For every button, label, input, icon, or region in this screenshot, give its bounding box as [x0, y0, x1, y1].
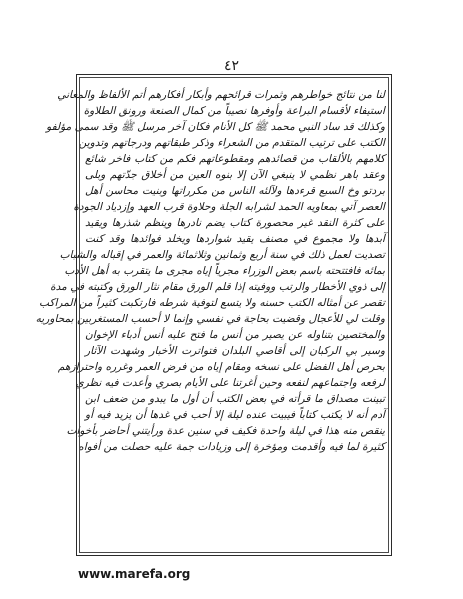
- text-line: وكذلك قد ساد النبي محمد ﷺ كل الأنام فكان آخر مرسل ﷺ وقد سمى مؤلفو: [46, 121, 385, 133]
- page-number: ٤٢: [223, 58, 240, 74]
- text-line: وسير بي الركبان إلى أقاصي البلدان فتواترت الأخبار وشهدت الآثار: [85, 345, 385, 357]
- body-text: [35, 87, 385, 455]
- text-line: استيفاء لأقسام البراعة وأوفرها نصيباً من كمال الصنعة ورونق الطلاوة: [83, 105, 385, 117]
- text-line: بردتو وخ السبع قرءدها ولآلئه الناس من مكرراتها وبنيت محاسن أهل: [85, 185, 385, 197]
- text-line: تبينت مصداق ما قرأته في بعض الكتب أن أول ما يبدو من ضعف ابن: [85, 393, 385, 405]
- text-line: بحرص أهل الفضل على نسخه ومقام إياه من فرض العمر وغرره واحترازهم: [57, 361, 385, 373]
- text-line: ينقص منه هذا في ليلة واحدة فكيف في سنين عدة ورأيتني أحاضر بأخوات: [66, 425, 385, 437]
- text-line: تقصر عن أمثاله الكتب حسنه ولا يتسع لتوفية شرطه فارتكبت كثيراً من المراكب: [39, 297, 385, 309]
- source-url[interactable]: www.marefa.org: [78, 567, 191, 581]
- text-line: وقلت لي للأعجال وقضيت بحاجة في نفسي وإنما لا أحسب المستغربين بمحاوريه: [35, 313, 385, 325]
- text-line: لرفعه واجتماعهم لنفعه وحين أغرتنا على الأيام بصري وأعدت فيه نظري: [75, 377, 385, 389]
- text-line: لنا من نتائج خواطرهم وثمرات قرائحهم وأبكار أفكارهم أتم الألفاظ والمعاني: [57, 89, 385, 101]
- text-line: كلامهم بالألقاب من قصائدهم ومقطوعاتهم فكم من كتاب فاخر شائع: [85, 153, 385, 165]
- text-line: تصديت لعمل ذلك في سنة أربع وثمانين وثلاثمائة والعمر في إقباله والشباب: [59, 249, 385, 261]
- text-line: والمختصين بتناوله عن يصير من أنس ما فتح عليه أنس أدباء الإخوان: [85, 329, 385, 341]
- text-line: على كثرة النقد غير محصورة كتاب يضم نادرها وينظم شذرها ويقيد: [85, 217, 385, 229]
- text-line: الكتب على ترتيب المتقدم من الشعراء وذكر طبقاتهم ودرجاتهم وتدوين: [78, 137, 385, 149]
- text-line: وعقد باهر نظمي لا ينبغي الآن إلا بنوه العين من أخلاق جدّتهم وبلى: [85, 169, 385, 181]
- text-line: كثيرة لما فيه وأقدمت ومؤخرة إلى وزيادات جمة عليه حصلت من أفواه: [78, 441, 385, 453]
- text-line: آبدها ولا مجموع في مصنف يقيد شواردها ويخلد فوائدها وقد كنت: [85, 233, 385, 245]
- text-line: آدم أنه لا يكتب كتاباً فيبيت عنده ليلة إلا أحب في غدها أن يزيد فيه أو: [85, 409, 385, 421]
- text-frame: [35, 74, 392, 556]
- text-line: بمائه فافتتحته باسم بعض الوزراء مجرياً إياه مجرى ما يتقرب به أهل الأدب: [64, 265, 385, 277]
- text-line: العصر آتي بمعاويه الحمد لشرابه الجلة وحلاوة قرب العهد وإزدياد الجودة: [73, 201, 385, 213]
- text-line: إلى ذوي الأخطار والرتب ووفيته إذا قلم الورق مقام نثار الورق وكتبته في مدة: [50, 281, 385, 293]
